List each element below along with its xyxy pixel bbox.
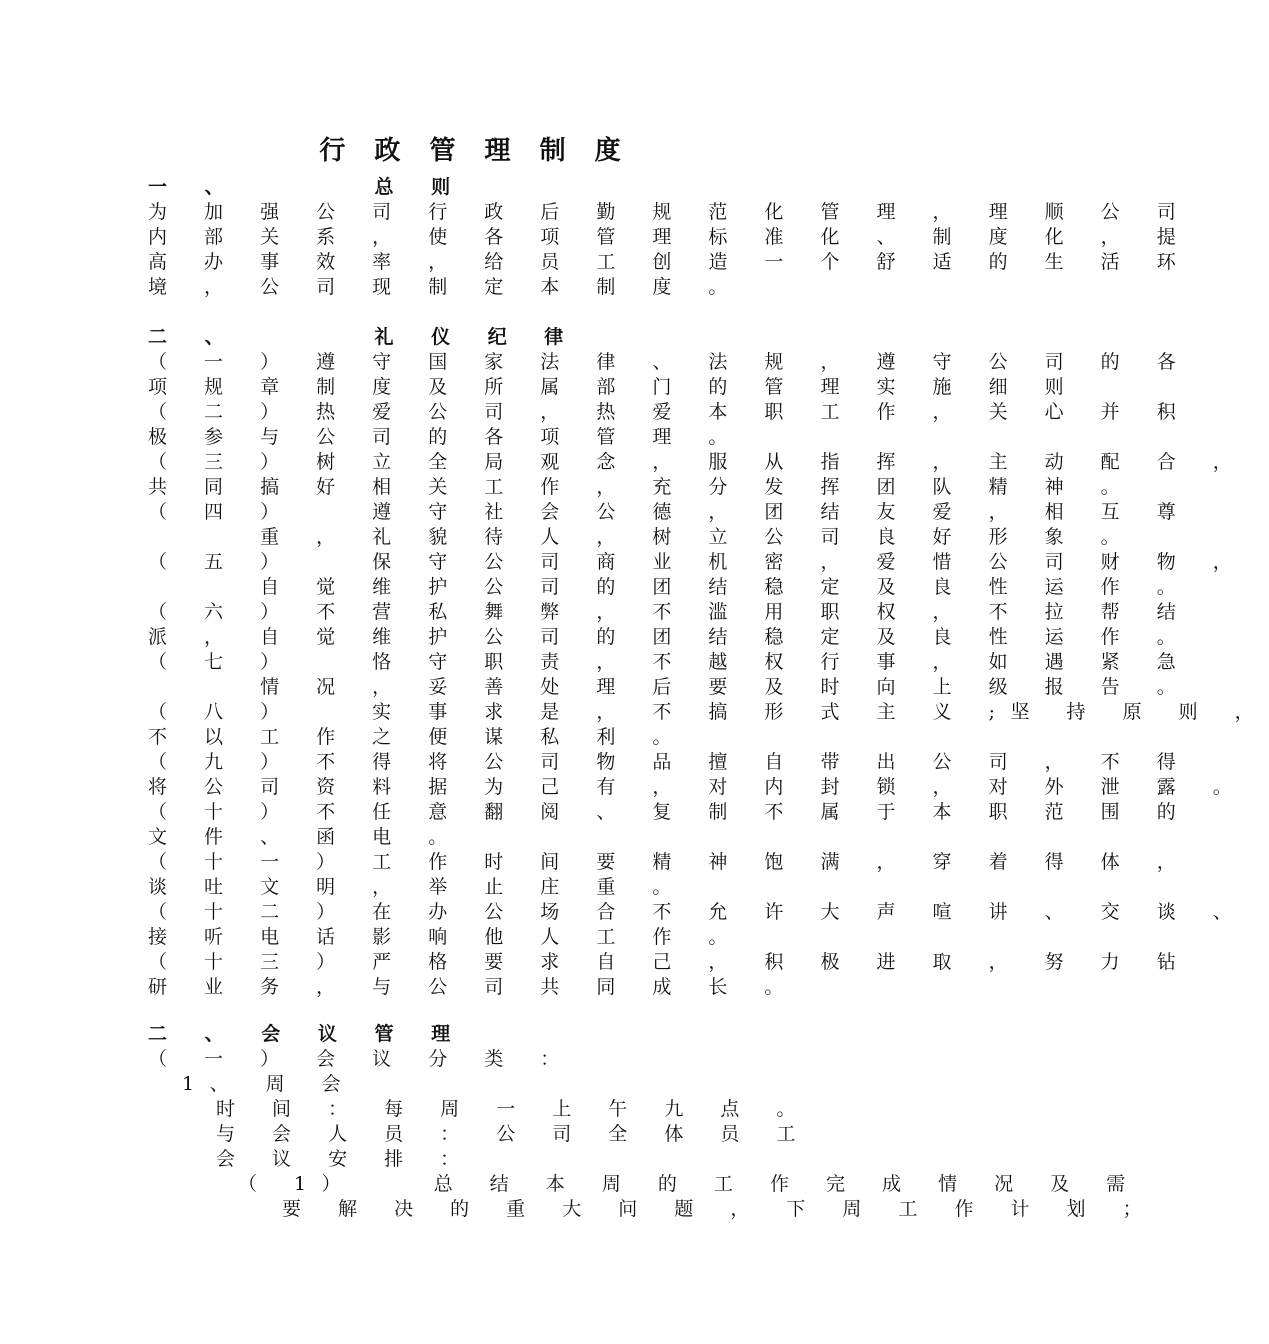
paragraph-line: 重 ， 礼 貌 待 人 ， 树 立 公 司 良 好 形 象 。 bbox=[148, 526, 1136, 548]
paragraph-line: 项 规 章 制 度 及 所 属 部 门 的 管 理 实 施 细 则 bbox=[148, 376, 1080, 398]
list-item: 时 间 ： 每 周 一 上 午 九 点 。 bbox=[216, 1098, 811, 1120]
paragraph-line: （ 四 ） 遵 守 社 会 公 德 ， 团 结 友 爱 ， 相 互 尊 bbox=[148, 501, 1192, 523]
paragraph-line: （ 九 ） 不 得 将 公 司 物 品 擅 自 带 出 公 司 ， 不 得 bbox=[148, 751, 1192, 773]
paragraph-line: 内 部 关 系 ， 使 各 项 管 理 标 准 化 、 制 度 化 ， 提 bbox=[148, 226, 1192, 248]
list-item: 会 议 安 排 ： bbox=[216, 1148, 475, 1170]
document-title: 行 政 管 理 制 度 bbox=[319, 136, 631, 166]
paragraph-line: （ 十 ） 不 任 意 翻 阅 、 复 制 不 属 于 本 职 范 围 的 bbox=[148, 801, 1192, 823]
paragraph-line: （ 七 ） 恪 守 职 责 ， 不 越 权 行 事 ， 如 遇 紧 急 bbox=[148, 651, 1192, 673]
paragraph-line: 将 公 司 资 料 据 为 己 有 ， 对 内 封 锁 ， 对 外 泄 露 。 bbox=[148, 776, 1248, 798]
paragraph-line: （ 八 ） 实 事 求 是 ， 不 搞 形 式 主 义 ;坚 持 原 则 ， bbox=[148, 701, 1269, 723]
paragraph-line: 不 以 工 作 之 便 谋 私 利 。 bbox=[148, 726, 687, 748]
paragraph-line: 谈 吐 文 明 ， 举 止 庄 重 。 bbox=[148, 876, 687, 898]
paragraph-line: 极 参 与 公 司 的 各 项 管 理 。 bbox=[148, 426, 743, 448]
paragraph-line: 为 加 强 公 司 行 政 后 勤 规 范 化 管 理 ， 理 顺 公 司 bbox=[148, 201, 1192, 223]
section-heading-general: 一 、 总 则 bbox=[148, 176, 466, 198]
paragraph-line: 文 件 、 函 电 。 bbox=[148, 826, 463, 848]
paragraph-line: 派 ， 自 觉 维 护 公 司 的 团 结 稳 定 及 良 性 运 作 。 bbox=[148, 626, 1192, 648]
paragraph-line: 境 ， 公 司 现 制 定 本 制 度 。 bbox=[148, 276, 743, 298]
paragraph-line: 研 业 务 ， 与 公 司 共 同 成 长 。 bbox=[148, 976, 799, 998]
paragraph-line: 接 听 电 话 影 响 他 人 工 作 。 bbox=[148, 926, 743, 948]
paragraph-line: （ 五 ） 保 守 公 司 商 业 机 密 ， 爱 惜 公 司 财 物 ， bbox=[148, 551, 1248, 573]
list-item: 要 解 决 的 重 大 问 题 ， 下 周 工 作 计 划 ； bbox=[282, 1198, 1158, 1220]
list-item: 1、 周 会 bbox=[182, 1073, 357, 1095]
section-heading-meetings: 二 、 会 议 管 理 bbox=[148, 1023, 466, 1045]
paragraph-line: （ 十 二 ） 在 办 公 场 合 不 允 许 大 声 喧 讲 、 交 谈 、 bbox=[148, 901, 1248, 923]
paragraph-line: 共 同 搞 好 相 关 工 作 ， 充 分 发 挥 团 队 精 神 。 bbox=[148, 476, 1136, 498]
list-item: （ 1） 总 结 本 周 的 工 作 完 成 情 况 及 需 bbox=[238, 1173, 1141, 1195]
paragraph-line: （ 一 ） 会 议 分 类 ： bbox=[148, 1048, 575, 1070]
paragraph-line: （ 六 ） 不 营 私 舞 弊 ， 不 滥 用 职 权 ， 不 拉 帮 结 bbox=[148, 601, 1192, 623]
list-item: 与 会 人 员 ： 公 司 全 体 员 工 bbox=[216, 1123, 811, 1145]
paragraph-line: 自 觉 维 护 公 司 的 团 结 稳 定 及 良 性 运 作 。 bbox=[148, 576, 1192, 598]
paragraph-line: （ 一 ） 遵 守 国 家 法 律 、 法 规 ， 遵 守 公 司 的 各 bbox=[148, 351, 1192, 373]
section-heading-etiquette: 二 、 礼 仪 纪 律 bbox=[148, 326, 579, 348]
paragraph-line: （ 十 一 ） 工 作 时 间 要 精 神 饱 满 ， 穿 着 得 体 ， bbox=[148, 851, 1192, 873]
paragraph-line: 高 办 事 效 率 ， 给 员 工 创 造 一 个 舒 适 的 生 活 环 bbox=[148, 251, 1192, 273]
paragraph-line: 情 况 ， 妥 善 处 理 后 要 及 时 向 上 级 报 告 。 bbox=[148, 676, 1192, 698]
paragraph-line: （ 二 ） 热 爱 公 司 ， 热 爱 本 职 工 作 ， 关 心 并 积 bbox=[148, 401, 1192, 423]
paragraph-line: （ 十 三 ） 严 格 要 求 自 己 ， 积 极 进 取 ， 努 力 钻 bbox=[148, 951, 1192, 973]
paragraph-line: （ 三 ） 树 立 全 局 观 念 ， 服 从 指 挥 ， 主 动 配 合 ， bbox=[148, 451, 1248, 473]
